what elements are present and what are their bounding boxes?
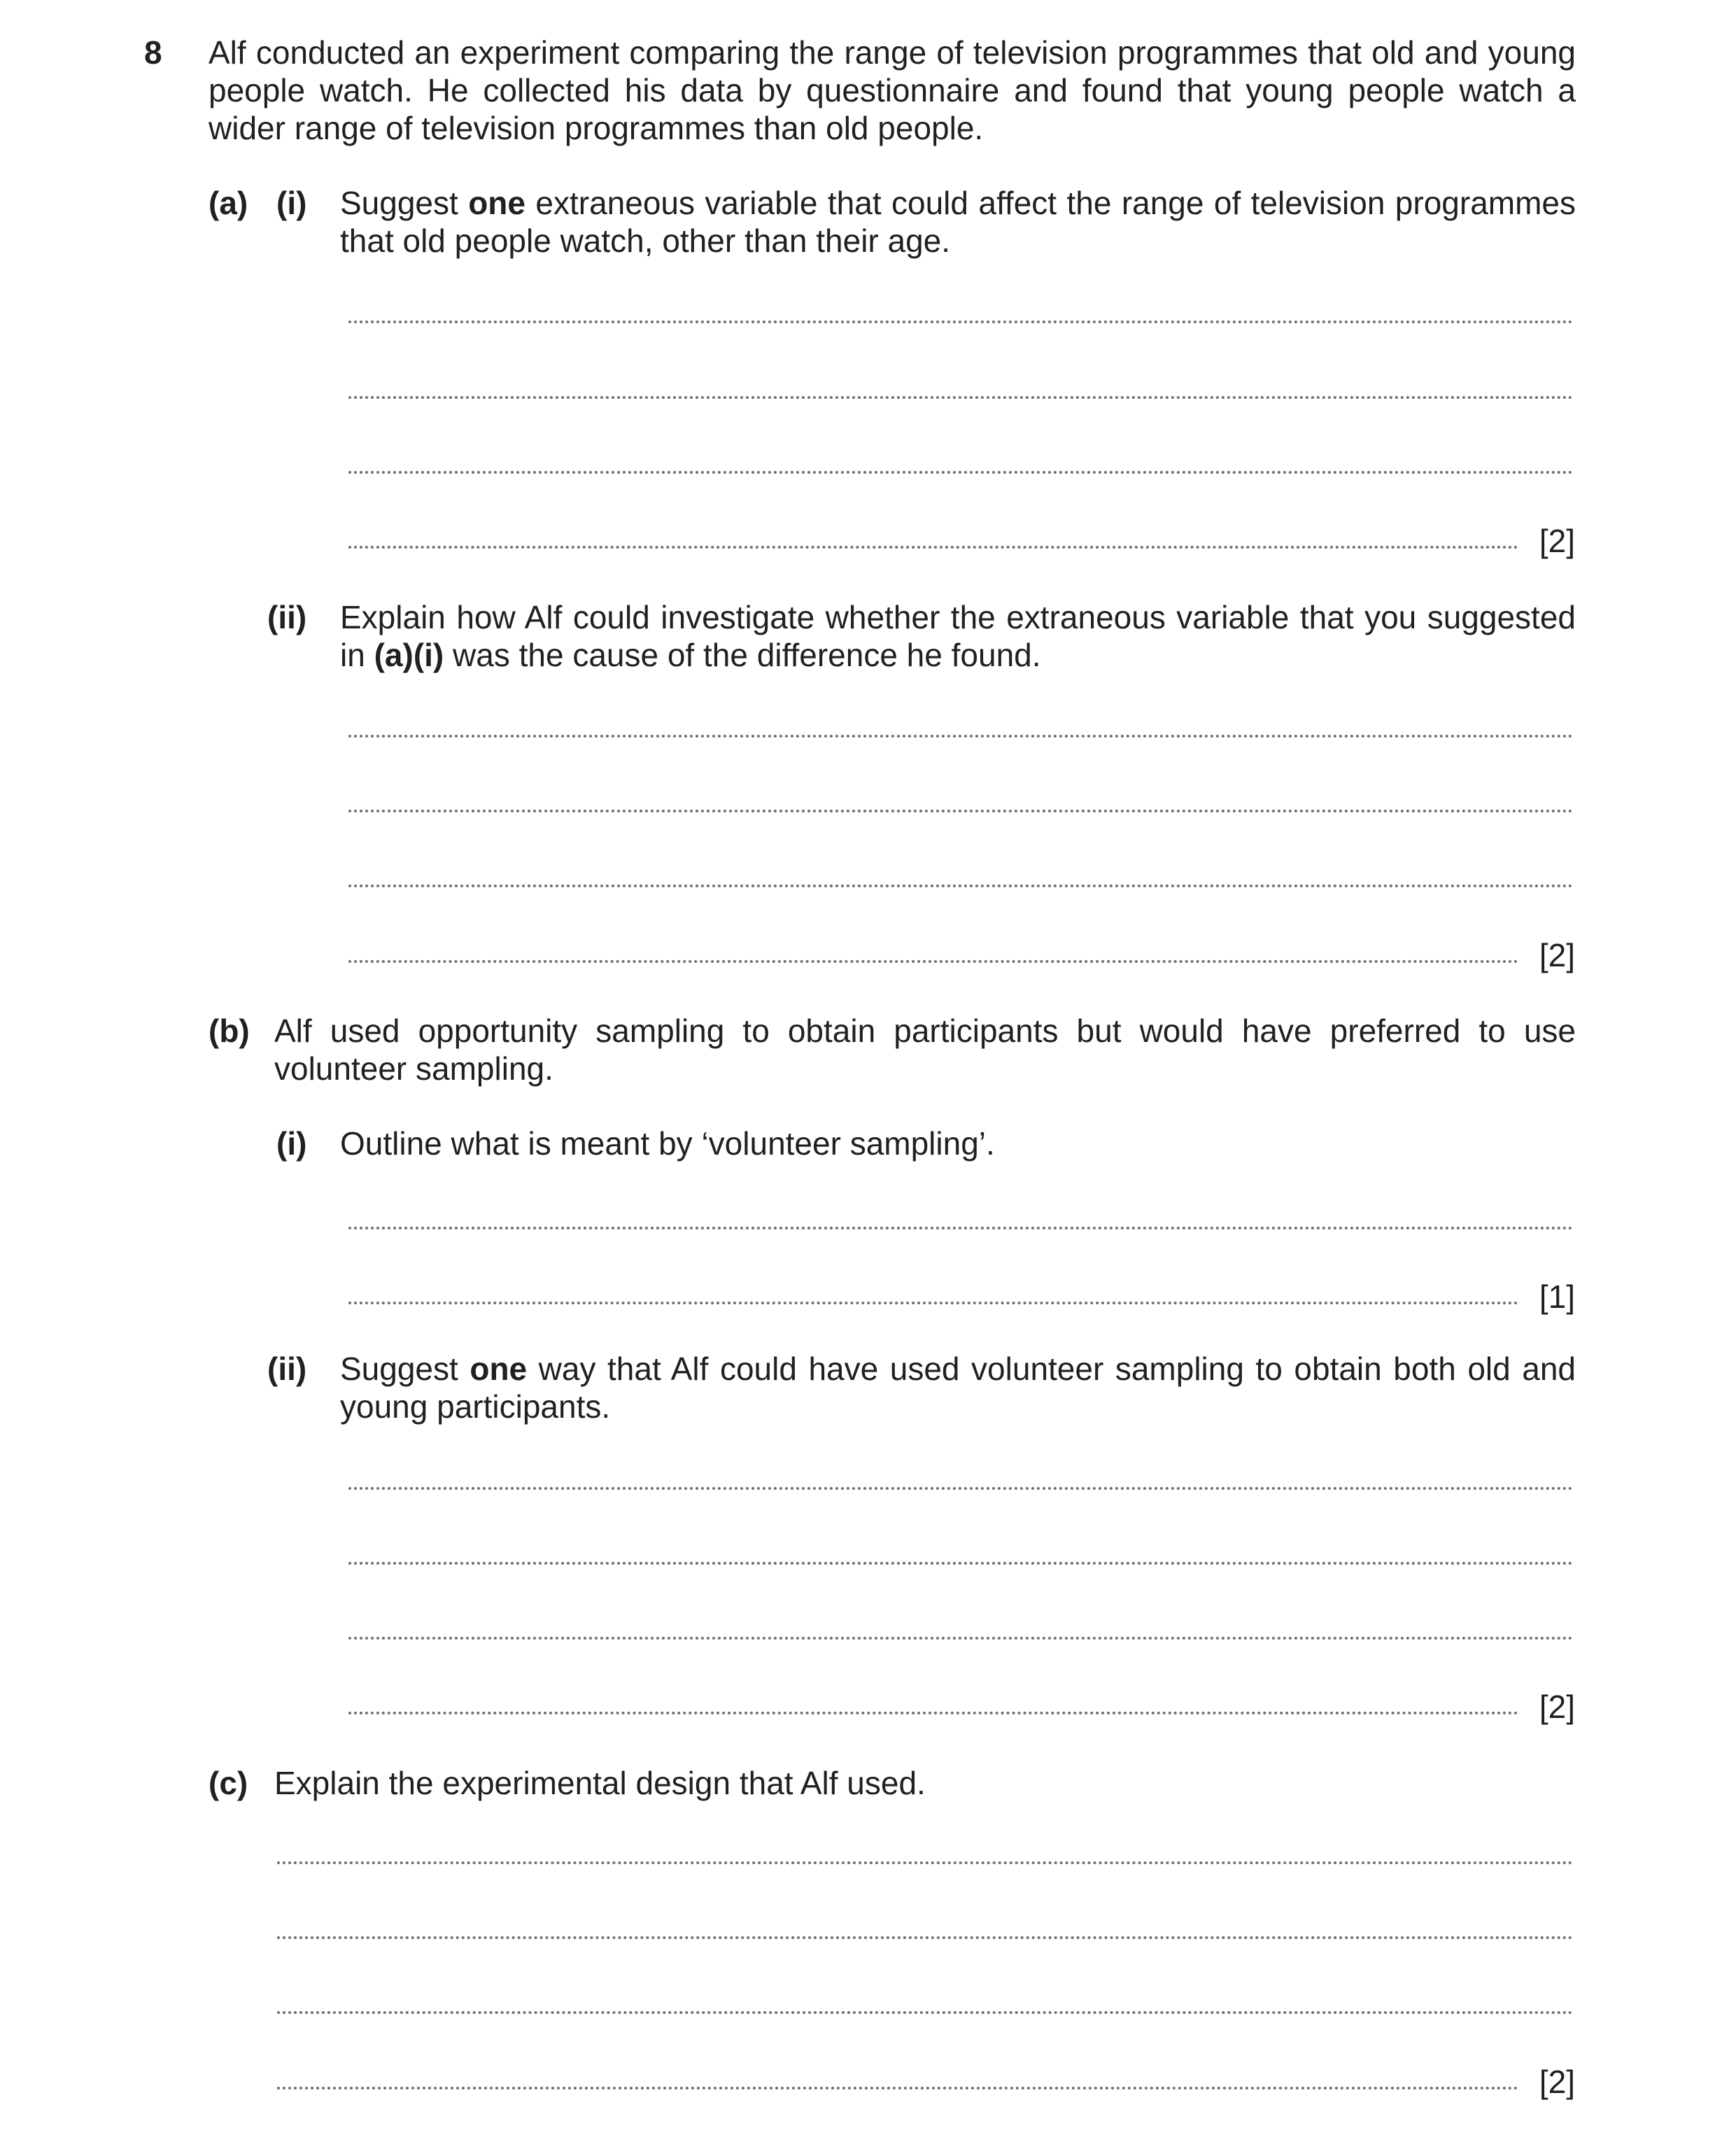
- part-b-ii-prompt: Suggest one way that Alf could have used volunteer sampling to obtain both old and young participants.: [340, 1351, 1576, 1425]
- part-a-ii-prompt: Explain how Alf could investigate whether the extraneous variable that you suggested in (a)(i) was the cause of the difference he found.: [340, 599, 1576, 673]
- answer-line[interactable]: [277, 1861, 1573, 1864]
- marks-allocation: [2]: [1539, 937, 1575, 973]
- marks-allocation: [1]: [1539, 1278, 1575, 1315]
- answer-line[interactable]: [348, 1712, 1518, 1714]
- part-a-i-label: (i): [276, 185, 307, 221]
- answer-line[interactable]: [348, 810, 1573, 812]
- marks-allocation: [2]: [1539, 1689, 1575, 1725]
- answer-line[interactable]: [348, 471, 1573, 474]
- answer-line[interactable]: [348, 320, 1573, 323]
- part-b-prompt: Alf used opportunity sampling to obtain participants but would have preferred to use volunteer sampling.: [274, 1013, 1576, 1087]
- part-c-label: (c): [209, 1765, 248, 1801]
- part-b-label: (b): [209, 1013, 250, 1049]
- marks-allocation: [2]: [1539, 2064, 1575, 2100]
- answer-line[interactable]: [348, 1637, 1573, 1640]
- part-b-i-label: (i): [276, 1125, 307, 1162]
- answer-line[interactable]: [348, 885, 1573, 887]
- answer-line[interactable]: [277, 2011, 1573, 2014]
- answer-line[interactable]: [348, 960, 1518, 963]
- part-b-ii-label: (ii): [267, 1351, 307, 1387]
- question-number: 8: [144, 34, 162, 71]
- marks-allocation: [2]: [1539, 523, 1575, 559]
- answer-line[interactable]: [348, 396, 1573, 399]
- part-a-label: (a): [209, 185, 248, 221]
- answer-line[interactable]: [277, 1936, 1573, 1939]
- answer-line[interactable]: [348, 1227, 1573, 1230]
- part-b-i-prompt: Outline what is meant by ‘volunteer sampling’.: [340, 1125, 995, 1162]
- part-c-prompt: Explain the experimental design that Alf used.: [274, 1765, 926, 1801]
- question-stem: Alf conducted an experiment comparing the range of television programmes that old and young people watch. He collected his data by questionnaire and found that young people watch a wider range of television programmes than old people.: [209, 34, 1576, 146]
- part-a-i-prompt: Suggest one extraneous variable that could affect the range of television programmes that old people watch, other than their age.: [340, 185, 1576, 259]
- answer-line[interactable]: [348, 546, 1518, 549]
- answer-line[interactable]: [348, 1302, 1518, 1304]
- part-a-ii-label: (ii): [267, 599, 307, 635]
- answer-line[interactable]: [348, 735, 1573, 738]
- answer-line[interactable]: [348, 1487, 1573, 1490]
- answer-line[interactable]: [348, 1562, 1573, 1565]
- answer-line[interactable]: [277, 2087, 1518, 2090]
